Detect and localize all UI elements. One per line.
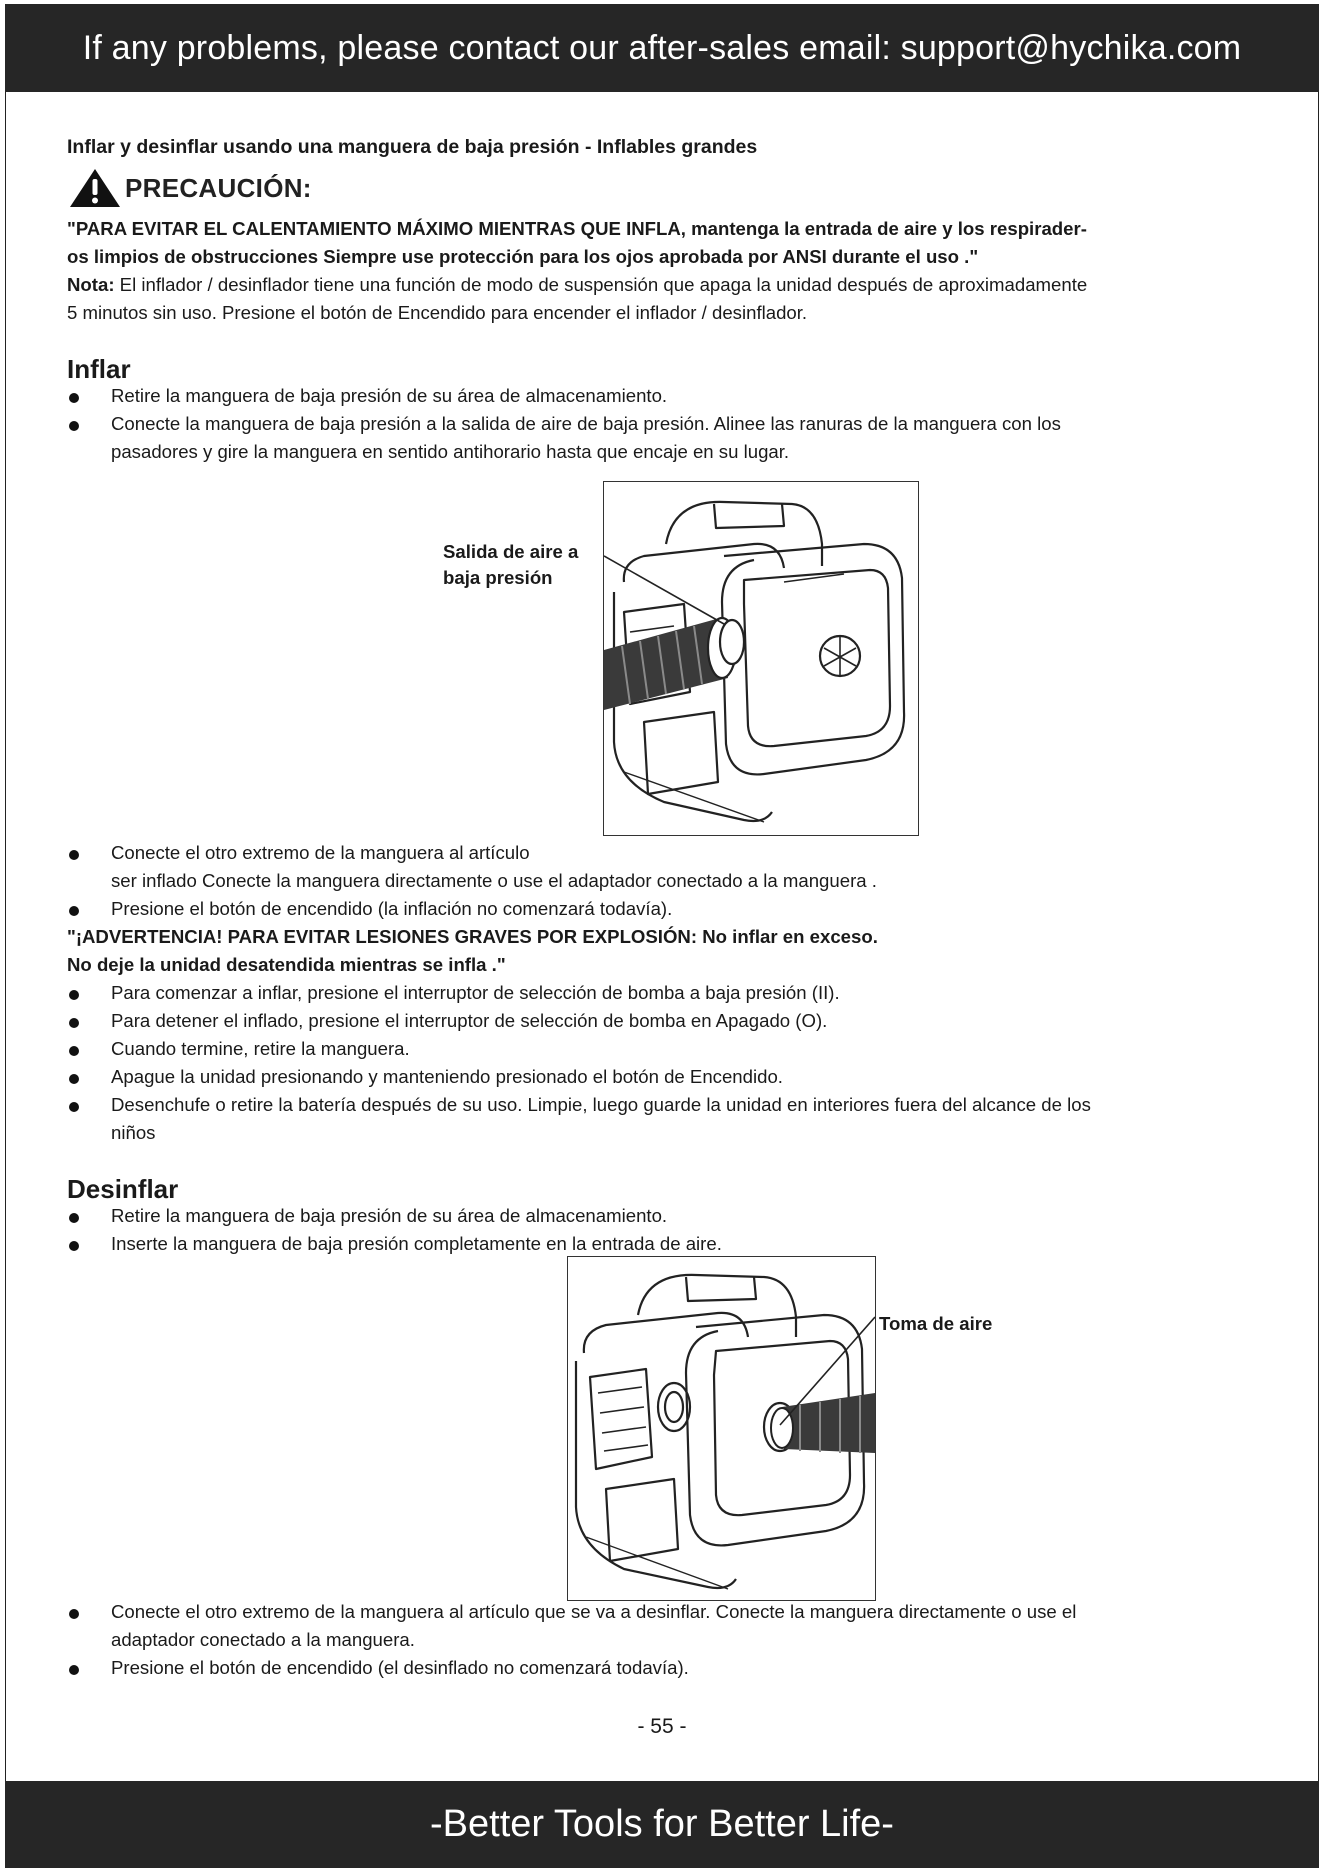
list-item-text: Conecte el otro extremo de la manguera al artículo	[111, 842, 530, 863]
list-item	[67, 895, 1257, 923]
bullet-icon	[69, 1241, 79, 1251]
bullet-icon	[69, 1213, 79, 1223]
inflator-illustration	[604, 482, 918, 835]
caution-label: PRECAUCIÓN:	[125, 172, 312, 203]
warning-triangle-icon	[69, 168, 121, 208]
bullet-icon	[69, 1074, 79, 1084]
air-intake-figure	[567, 1256, 876, 1601]
bullet-icon	[69, 1102, 79, 1112]
list-item-text: Apague la unidad presionando y manteniendo presionado el botón de Encendido.	[111, 1066, 783, 1087]
inflar-heading: Inflar	[67, 354, 131, 384]
list-item-text: pasadores y gire la manguera en sentido antihorario hasta que encaje en su lugar.	[111, 441, 790, 462]
list-item-text: Presione el botón de encendido (el desinflado no comenzará todavía).	[111, 1657, 689, 1678]
list-item-text: Para comenzar a inflar, presione el interruptor de selección de bomba a baja presión (II).	[111, 982, 840, 1003]
list-item-text: Inserte la manguera de baja presión completamente en la entrada de aire.	[111, 1233, 722, 1254]
list-item-text: Desenchufe o retire la batería después de su uso. Limpie, luego guarde la unidad en interiores fuera del alcance de los	[111, 1094, 1091, 1115]
list-item-text: Cuando termine, retire la manguera.	[111, 1038, 410, 1059]
list-item-text: ser inflado Conecte la manguera directamente o use el adaptador conectado a la manguera .	[111, 870, 877, 891]
bullet-icon	[69, 1665, 79, 1675]
list-item-text: Para detener el inflado, presione el interruptor de selección de bomba en Apagado (O).	[111, 1010, 828, 1031]
bullet-icon	[69, 1609, 79, 1619]
bullet-icon	[69, 990, 79, 1000]
header-banner	[5, 4, 1319, 92]
list-item	[67, 1654, 1257, 1682]
bullet-icon	[69, 421, 79, 431]
list-item-text: adaptador conectado a la manguera.	[111, 1629, 415, 1650]
explosion-warning-line-1: "¡ADVERTENCIA! PARA EVITAR LESIONES GRAVES POR EXPLOSIÓN: No inflar en exceso.	[67, 926, 878, 947]
list-item	[67, 1598, 1257, 1654]
list-item	[67, 1230, 1257, 1258]
list-item-text: Conecte el otro extremo de la manguera al artículo que se va a desinflar. Conecte la manguera directamente o use el	[111, 1601, 1077, 1622]
list-item	[67, 410, 1257, 466]
bullet-icon	[69, 906, 79, 916]
list-item	[67, 382, 1257, 410]
explosion-warning-line-2: No deje la unidad desatendida mientras se infla ."	[67, 954, 506, 975]
bullet-icon	[69, 393, 79, 403]
list-item	[67, 1091, 1257, 1147]
list-item	[67, 1007, 1257, 1035]
list-item	[67, 839, 1257, 895]
deflator-illustration	[568, 1257, 875, 1600]
note-line-2: 5 minutos sin uso. Presione el botón de Encendido para encender el inflador / desinflador.	[67, 302, 808, 323]
figure-callout-outlet	[443, 539, 578, 591]
desinflar-heading: Desinflar	[67, 1174, 179, 1204]
list-item	[67, 1035, 1257, 1063]
bullet-icon	[69, 850, 79, 860]
list-item-text: Retire la manguera de baja presión de su área de almacenamiento.	[111, 1205, 668, 1226]
caution-warning-line-2: os limpios de obstrucciones Siempre use protección para los ojos aprobada por ANSI durante el uso ."	[67, 246, 979, 267]
note-label: Nota:	[67, 274, 115, 295]
note-line-1	[67, 271, 1087, 299]
caution-heading	[69, 168, 312, 208]
caution-warning-line-1: "PARA EVITAR EL CALENTAMIENTO MÁXIMO MIENTRAS QUE INFLA, mantenga la entrada de aire y los respirader-	[67, 218, 1087, 239]
note-text: El inflador / desinflador tiene una función de modo de suspensión que apaga la unidad después de aproximadamente	[114, 274, 1088, 295]
page-number: - 55 -	[637, 1715, 687, 1738]
footer-slogan: -Better Tools for Better Life-	[430, 1803, 894, 1845]
footer-banner	[5, 1781, 1319, 1868]
list-item-text: Presione el botón de encendido (la inflación no comenzará todavía).	[111, 898, 673, 919]
list-item-text: Retire la manguera de baja presión de su área de almacenamiento.	[111, 385, 668, 406]
list-item	[67, 979, 1257, 1007]
figure-callout-intake: Toma de aire	[879, 1313, 993, 1334]
callout-line: baja presión	[443, 567, 553, 588]
callout-line: Salida de aire a	[443, 541, 579, 562]
header-text: If any problems, please contact our after-sales email: support@hychika.com	[82, 28, 1242, 67]
bullet-icon	[69, 1018, 79, 1028]
section-subtitle: Inflar y desinflar usando una manguera de baja presión - Inflables grandes	[67, 136, 758, 158]
list-item	[67, 1063, 1257, 1091]
inflator-outlet-figure	[603, 481, 919, 836]
list-item	[67, 1202, 1257, 1230]
list-item-text: niños	[111, 1122, 156, 1143]
list-item-text: Conecte la manguera de baja presión a la salida de aire de baja presión. Alinee las ranuras de la manguera con los	[111, 413, 1061, 434]
bullet-icon	[69, 1046, 79, 1056]
